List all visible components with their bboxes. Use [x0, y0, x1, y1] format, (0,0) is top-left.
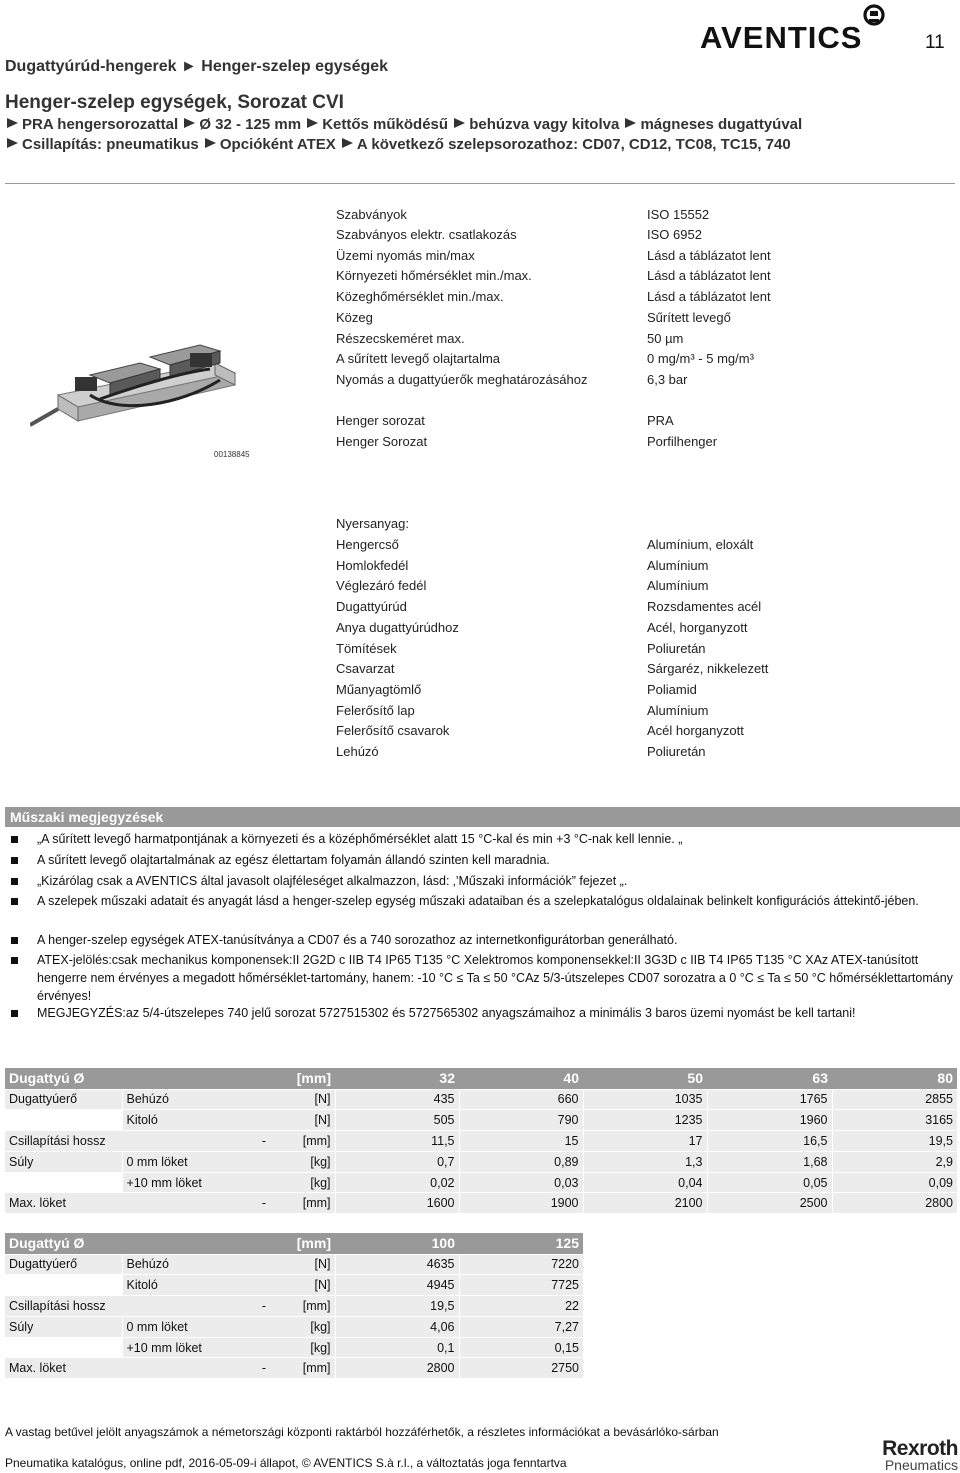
spec-value: Lásd a táblázatot lent [647, 289, 771, 304]
spec-label: Részecskeméret max. [336, 331, 465, 346]
spec-label: Közeg [336, 310, 373, 325]
spec-label: Nyomás a dugattyúerők meghatározásához [336, 372, 588, 387]
table-cell: +10 mm löket [122, 1172, 250, 1193]
svg-text:AVENTICS: AVENTICS [700, 20, 863, 52]
spec-label: Közeghőmérséklet min./max. [336, 289, 504, 304]
table-cell: 1600 [335, 1193, 459, 1214]
table-cell: 0,02 [335, 1172, 459, 1193]
table-cell: 0,04 [583, 1172, 707, 1193]
piston-data-table-2 [5, 1233, 583, 1379]
table-row [5, 1358, 583, 1379]
table-cell: 16,5 [707, 1131, 832, 1152]
table-cell: Max. löket [5, 1193, 250, 1214]
material-row [336, 661, 936, 681]
material-label: Anya dugattyúrúdhoz [336, 620, 459, 635]
spec-row [336, 207, 936, 227]
spec-value: 6,3 bar [647, 372, 688, 387]
table-cell [250, 1254, 270, 1275]
table-cell: 1,3 [583, 1151, 707, 1172]
table-cell [250, 1337, 270, 1358]
table-cell: [kg] [270, 1337, 335, 1358]
table-cell: [kg] [270, 1172, 335, 1193]
material-row [336, 599, 936, 619]
table-row [5, 1131, 957, 1152]
table-cell: 0 mm löket [122, 1316, 250, 1337]
table-cell: [mm] [270, 1193, 335, 1214]
table-cell: 0,05 [707, 1172, 832, 1193]
series-row [336, 413, 936, 433]
table-row [5, 1296, 583, 1317]
spec-label: Környezeti hőmérséklet min./max. [336, 268, 532, 283]
table-cell: Súly [5, 1316, 122, 1337]
table-cell: 2500 [707, 1193, 832, 1214]
arrow-icon [7, 118, 18, 128]
piston-data-table-1 [5, 1068, 957, 1214]
material-value: Rozsdamentes acél [647, 599, 762, 614]
table-cell: 0,1 [335, 1337, 459, 1358]
table-cell [250, 1151, 270, 1172]
spec-value: Sűrített levegő [647, 310, 731, 325]
table-header-cell: [mm] [270, 1233, 335, 1254]
table-row [5, 1110, 957, 1131]
image-id: 00138845 [214, 450, 250, 459]
material-label: Műanyagtömlő [336, 682, 422, 697]
table-row [5, 1172, 957, 1193]
spec-row [336, 268, 936, 288]
table-cell: 2800 [832, 1193, 957, 1214]
table-header-row [5, 1068, 957, 1089]
table-cell: 4,06 [335, 1316, 459, 1337]
material-row [336, 682, 936, 702]
arrow-icon [625, 118, 636, 128]
material-row [336, 578, 936, 598]
series-label: Henger sorozat [336, 413, 425, 428]
material-row [336, 641, 936, 661]
table-cell: 1235 [583, 1110, 707, 1131]
table-cell: 0,89 [459, 1151, 583, 1172]
material-value: Alumínium [647, 703, 709, 718]
material-row [336, 558, 936, 578]
table-cell: 1900 [459, 1193, 583, 1214]
table-row [5, 1254, 583, 1275]
spec-row [336, 331, 936, 351]
table-cell: [N] [270, 1275, 335, 1296]
notes-heading: Műszaki megjegyzések [5, 807, 960, 827]
table-cell: - [250, 1358, 270, 1379]
table-cell: 0,15 [459, 1337, 583, 1358]
brand-subtitle: Pneumatics [884, 1457, 958, 1473]
table-cell: 1960 [707, 1110, 832, 1131]
table-cell: 4945 [335, 1275, 459, 1296]
table-cell: [mm] [270, 1131, 335, 1152]
table-cell: 7725 [459, 1275, 583, 1296]
table-cell: [N] [270, 1110, 335, 1131]
subtitle-item: Ø 32 - 125 mm [199, 116, 302, 133]
table-cell: 0,03 [459, 1172, 583, 1193]
table-cell: Dugattyúerő [5, 1089, 122, 1110]
table-cell: [kg] [270, 1316, 335, 1337]
bullet-icon [11, 857, 18, 864]
table-header-cell: 40 [459, 1068, 583, 1089]
material-value: Alumínium [647, 558, 709, 573]
table-cell: 22 [459, 1296, 583, 1317]
table-cell: 19,5 [335, 1296, 459, 1317]
spec-row [336, 351, 936, 371]
spec-value: Lásd a táblázatot lent [647, 268, 771, 283]
table-cell: 2855 [832, 1089, 957, 1110]
spec-value: 50 µm [647, 331, 684, 346]
arrow-icon [7, 138, 18, 148]
table-cell: 7220 [459, 1254, 583, 1275]
material-label: Hengercső [336, 537, 399, 552]
spec-row [336, 372, 936, 392]
table-cell: 1,68 [707, 1151, 832, 1172]
table-row [5, 1089, 957, 1110]
table-header-cell: 80 [832, 1068, 957, 1089]
material-label: Homlokfedél [336, 558, 409, 573]
table-cell [250, 1110, 270, 1131]
table-row [5, 1337, 583, 1358]
spec-label: Szabványok [336, 207, 407, 222]
breadcrumb: Dugattyúrúd-hengerek ► Henger-szelep egységek [5, 58, 389, 75]
table-header-cell: Dugattyú Ø [5, 1233, 122, 1254]
table-cell: 2,9 [832, 1151, 957, 1172]
material-row [336, 620, 936, 640]
material-label: Felerősítő lap [336, 703, 415, 718]
table-header-cell: 125 [459, 1233, 583, 1254]
material-label: Csavarzat [336, 661, 395, 676]
material-value: Sárgaréz, nikkelezett [647, 661, 769, 676]
spec-row [336, 289, 936, 309]
page-number: 11 [925, 32, 945, 53]
table-cell: Behúzó [122, 1254, 250, 1275]
table-cell [250, 1089, 270, 1110]
table-cell: Csillapítási hossz [5, 1296, 250, 1317]
table-cell: - [250, 1193, 270, 1214]
table-cell: 19,5 [832, 1131, 957, 1152]
note-item: „A sűrített levegő harmatpontjának a környezeti és a középhőmérséklet alatt 15 °C-kal és min +3 °C-nak kell lennie. „ [10, 830, 955, 848]
table-cell: - [250, 1296, 270, 1317]
note-item: A sűrített levegő olajtartalmának az egész élettartam folyamán állandó szinten kell maradnia. [10, 851, 955, 869]
material-label: Tömítések [336, 641, 397, 656]
bullet-icon [11, 898, 18, 905]
subtitle-line-2 [5, 136, 791, 153]
material-row [336, 703, 936, 723]
table-cell: 4635 [335, 1254, 459, 1275]
series-row [336, 434, 936, 454]
product-image [30, 325, 255, 445]
table-cell: 1765 [707, 1089, 832, 1110]
table-cell: 505 [335, 1110, 459, 1131]
table-cell: +10 mm löket [122, 1337, 250, 1358]
arrow-icon [205, 138, 216, 148]
materials-title: Nyersanyag: [336, 516, 409, 531]
table-cell: Kitoló [122, 1110, 250, 1131]
page-title: Henger-szelep egységek, Sorozat CVI [5, 92, 344, 113]
series-label: Henger Sorozat [336, 434, 428, 449]
material-value: Acél horganyzott [647, 723, 744, 738]
table-cell: [mm] [270, 1296, 335, 1317]
spec-row [336, 310, 936, 330]
subtitle-item: Csillapítás: pneumatikus [22, 136, 199, 153]
table-header-cell: 63 [707, 1068, 832, 1089]
table-cell: 790 [459, 1110, 583, 1131]
brand-name: Rexroth [882, 1437, 958, 1460]
material-value: Acél, horganyzott [647, 620, 748, 635]
table-row [5, 1193, 957, 1214]
table-row [5, 1316, 583, 1337]
rexroth-logo [858, 1437, 958, 1473]
material-value: Poliuretán [647, 641, 706, 656]
note-item: MEGJEGYZÉS:az 5/4-útszelepes 740 jelű sorozat 5727515302 és 5727565302 anyagszámaihoz a minimális 3 baros üzemi nyomást be kell tartani! [10, 1004, 955, 1022]
spec-row [336, 227, 936, 247]
table-cell: Súly [5, 1151, 122, 1172]
subtitle-line-1 [5, 116, 802, 133]
material-value: Alumínium, eloxált [647, 537, 754, 552]
material-row [336, 537, 936, 557]
material-row [336, 744, 936, 764]
material-label: Felerősítő csavarok [336, 723, 450, 738]
spec-label: A sűrített levegő olajtartalma [336, 351, 501, 366]
table-cell: Dugattyúerő [5, 1254, 122, 1275]
table-cell: 2750 [459, 1358, 583, 1379]
table-cell: 11,5 [335, 1131, 459, 1152]
material-value: Alumínium [647, 578, 709, 593]
divider [5, 183, 955, 184]
table-cell [250, 1172, 270, 1193]
subtitle-item: behúzva vagy kitolva [469, 116, 620, 133]
subtitle-item: Opcióként ATEX [219, 136, 336, 153]
note-item: A henger-szelep egységek ATEX-tanúsítványa a CD07 és a 740 sorozathoz az internetkonfigurátorban generálható. [10, 931, 955, 949]
table-cell: 2800 [335, 1358, 459, 1379]
table-cell: 7,27 [459, 1316, 583, 1337]
spec-label: Szabványos elektr. csatlakozás [336, 227, 517, 242]
table-cell: 660 [459, 1089, 583, 1110]
note-item: ATEX-jelölés:csak mechanikus komponensek:II 2G2D c IIB T4 IP65 T135 °C Xelektromos komponensekkel:II 3G3D c IIB T4 IP65 T135 °C XAz ATEX-tanúsított hengerre nem érvényes a megadott hőmérséklet-tartomány, hanem: -10 °C ≤ Ta ≤ 50 °CAz 5/3-útszelepes CD07 sorozatra a 0 °C ≤ Ta ≤ 50 °C hőmérséklettartomány érvényes! [10, 951, 955, 1005]
table-cell: [N] [270, 1089, 335, 1110]
subtitle-item: mágneses dugattyúval [640, 116, 803, 133]
subtitle-item: Kettős működésű [322, 116, 449, 133]
bullet-icon [11, 1010, 18, 1017]
table-cell: 15 [459, 1131, 583, 1152]
table-cell: - [250, 1131, 270, 1152]
table-row [5, 1275, 583, 1296]
table-header-cell: Dugattyú Ø [5, 1068, 122, 1089]
table-cell: [kg] [270, 1151, 335, 1172]
table-cell: 0,7 [335, 1151, 459, 1172]
bullet-icon [11, 937, 18, 944]
spec-value: Lásd a táblázatot lent [647, 248, 771, 263]
material-label: Véglezáró fedél [336, 578, 427, 593]
table-row [5, 1151, 957, 1172]
arrow-icon [342, 138, 353, 148]
material-value: Poliamid [647, 682, 697, 697]
table-cell: 0 mm löket [122, 1151, 250, 1172]
note-item: „Kizárólag csak a AVENTICS által javasolt olajféleséget alkalmazzon, lásd: ‚’Műszaki információk” fejezet „. [10, 872, 955, 890]
table-cell: 3165 [832, 1110, 957, 1131]
bullet-icon [11, 957, 18, 964]
spec-value: ISO 6952 [647, 227, 702, 242]
arrow-icon [184, 118, 195, 128]
table-header-row [5, 1233, 583, 1254]
spec-value: 0 mg/m³ - 5 mg/m³ [647, 351, 754, 366]
material-value: Poliuretán [647, 744, 706, 759]
note-item: A szelepek műszaki adatait és anyagát lásd a henger-szelep egység műszaki adataiban és a szelepkatalógus oldalainak belinkelt konfigurációs áttekintő-jében. [10, 892, 955, 910]
footer-copyright: Pneumatika katalógus, online pdf, 2016-05-09-i állapot, © AVENTICS S.à r.l., a változtatás joga fenntartva [5, 1456, 567, 1470]
table-cell [250, 1275, 270, 1296]
footer-note: A vastag betűvel jelölt anyagszámok a németországi központi raktárból hozzáférhetők, a részletes információkat a bevásárlóko-sárban [5, 1425, 719, 1439]
table-cell: Max. löket [5, 1358, 250, 1379]
series-value: PRA [647, 413, 674, 428]
table-cell: 2100 [583, 1193, 707, 1214]
table-cell: Kitoló [122, 1275, 250, 1296]
spec-row [336, 248, 936, 268]
table-cell: 1035 [583, 1089, 707, 1110]
aventics-logo [700, 2, 890, 52]
material-label: Lehúzó [336, 744, 379, 759]
material-label: Dugattyúrúd [336, 599, 407, 614]
spec-value: ISO 15552 [647, 207, 710, 222]
table-cell: 435 [335, 1089, 459, 1110]
table-cell: 0,09 [832, 1172, 957, 1193]
table-header-cell: 32 [335, 1068, 459, 1089]
table-header-cell: 50 [583, 1068, 707, 1089]
arrow-icon [307, 118, 318, 128]
bullet-icon [11, 836, 18, 843]
series-value: Porfilhenger [647, 434, 718, 449]
table-cell [250, 1316, 270, 1337]
table-cell: Csillapítási hossz [5, 1131, 250, 1152]
subtitle-item: A következő szelepsorozathoz: CD07, CD12, TC08, TC15, 740 [356, 136, 791, 153]
material-row [336, 723, 936, 743]
bullet-icon [11, 878, 18, 885]
arrow-icon [454, 118, 465, 128]
table-cell: [N] [270, 1254, 335, 1275]
table-header-cell: 100 [335, 1233, 459, 1254]
table-header-cell: [mm] [270, 1068, 335, 1089]
table-cell: [mm] [270, 1358, 335, 1379]
subtitle-item: PRA hengersorozattal [22, 116, 179, 133]
table-cell: 17 [583, 1131, 707, 1152]
table-cell: Behúzó [122, 1089, 250, 1110]
spec-label: Üzemi nyomás min/max [336, 248, 475, 263]
